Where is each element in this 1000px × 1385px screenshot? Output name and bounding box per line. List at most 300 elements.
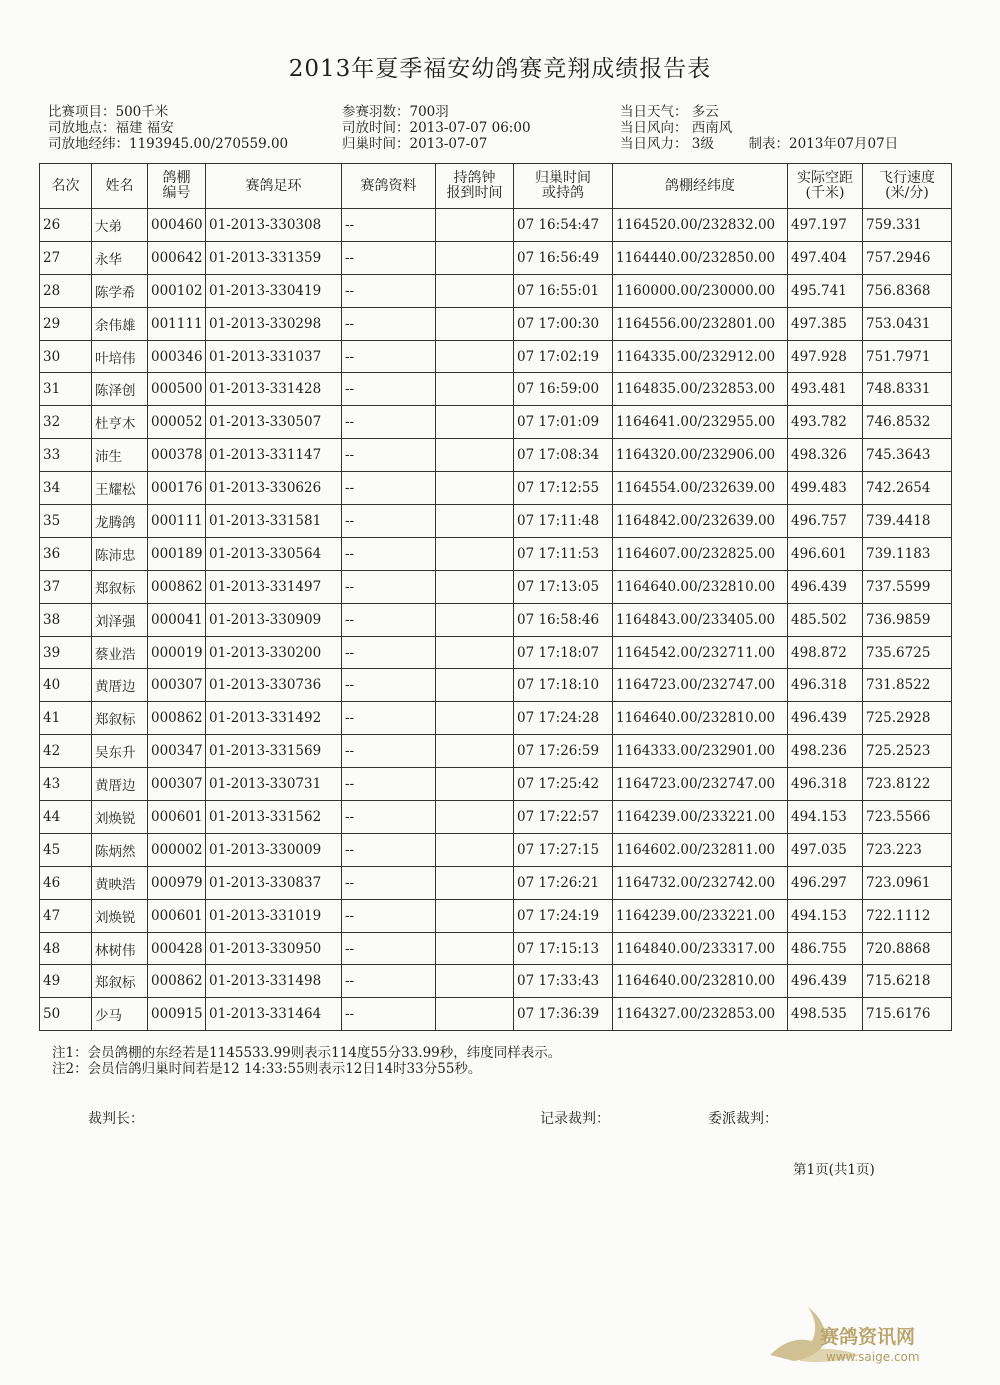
cell-arrival: 07 17:01:09 <box>514 406 613 439</box>
cell-speed: 742.2654 <box>863 472 952 505</box>
cell-rank: 39 <box>40 636 92 669</box>
table-row <box>40 768 952 801</box>
cell-distance: 496.318 <box>788 768 863 801</box>
cell-speed: 739.4418 <box>863 505 952 538</box>
cell-loft-no: 000979 <box>148 866 206 899</box>
cell-rank: 50 <box>40 998 92 1031</box>
cell-name: 黄厝边 <box>92 669 148 702</box>
header-rank: 名次 <box>40 164 92 209</box>
cell-coords: 1164556.00/232801.00 <box>613 307 788 340</box>
table-row <box>40 899 952 932</box>
cell-info: -- <box>342 241 436 274</box>
cell-ring: 01-2013-331498 <box>206 965 342 998</box>
cell-coords: 1164520.00/232832.00 <box>613 209 788 242</box>
cell-clock <box>436 340 514 373</box>
cell-ring: 01-2013-331359 <box>206 241 342 274</box>
meta-right <box>620 104 898 152</box>
header-name: 姓名 <box>92 164 148 209</box>
cell-speed: 715.6218 <box>863 965 952 998</box>
cell-speed: 739.1183 <box>863 537 952 570</box>
cell-loft-no: 000052 <box>148 406 206 439</box>
cell-arrival: 07 17:02:19 <box>514 340 613 373</box>
table-row <box>40 603 952 636</box>
cell-distance: 497.404 <box>788 241 863 274</box>
cell-coords: 1164327.00/232853.00 <box>613 998 788 1031</box>
meta-release-coords: 司放地经纬：1193945.00/270559.00 <box>48 136 289 152</box>
cell-info: -- <box>342 340 436 373</box>
cell-name: 叶培伟 <box>92 340 148 373</box>
cell-loft-no: 000041 <box>148 603 206 636</box>
cell-arrival: 07 17:26:59 <box>514 735 613 768</box>
cell-name: 王耀松 <box>92 472 148 505</box>
cell-distance: 493.481 <box>788 373 863 406</box>
cell-clock <box>436 833 514 866</box>
cell-loft-no: 000862 <box>148 570 206 603</box>
cell-coords: 1164333.00/232901.00 <box>613 735 788 768</box>
cell-rank: 31 <box>40 373 92 406</box>
cell-distance: 497.385 <box>788 307 863 340</box>
cell-clock <box>436 932 514 965</box>
signature-recorder: 记录裁判： <box>540 1111 610 1127</box>
cell-loft-no: 000601 <box>148 899 206 932</box>
cell-rank: 29 <box>40 307 92 340</box>
meta-middle <box>342 104 531 152</box>
cell-name: 黄厝边 <box>92 768 148 801</box>
cell-coords: 1164723.00/232747.00 <box>613 768 788 801</box>
cell-distance: 496.439 <box>788 570 863 603</box>
cell-clock <box>436 439 514 472</box>
cell-clock <box>436 406 514 439</box>
header-ring: 赛鸽足环 <box>206 164 342 209</box>
cell-coords: 1160000.00/230000.00 <box>613 274 788 307</box>
note-2: 注2：会员信鸽归巢时间若是12 14:33:55则表示12日14时33分55秒。 <box>52 1061 482 1077</box>
cell-loft-no: 000176 <box>148 472 206 505</box>
cell-ring: 01-2013-330736 <box>206 669 342 702</box>
meta-entries: 参赛羽数：700羽 <box>342 104 449 120</box>
cell-clock <box>436 307 514 340</box>
cell-arrival: 07 17:11:48 <box>514 505 613 538</box>
cell-clock <box>436 735 514 768</box>
cell-arrival: 07 17:00:30 <box>514 307 613 340</box>
cell-loft-no: 000002 <box>148 833 206 866</box>
cell-rank: 32 <box>40 406 92 439</box>
cell-distance: 498.872 <box>788 636 863 669</box>
cell-ring: 01-2013-330308 <box>206 209 342 242</box>
cell-ring: 01-2013-331037 <box>206 340 342 373</box>
cell-loft-no: 000862 <box>148 965 206 998</box>
table-row <box>40 932 952 965</box>
cell-rank: 33 <box>40 439 92 472</box>
cell-clock <box>436 768 514 801</box>
results-table <box>39 163 952 1031</box>
cell-rank: 44 <box>40 801 92 834</box>
table-row <box>40 735 952 768</box>
table-row <box>40 505 952 538</box>
cell-name: 郑叙标 <box>92 965 148 998</box>
cell-name: 陈沛忠 <box>92 537 148 570</box>
header-coords: 鸽棚经纬度 <box>613 164 788 209</box>
table-row <box>40 340 952 373</box>
cell-clock <box>436 570 514 603</box>
cell-info: -- <box>342 406 436 439</box>
cell-coords: 1164641.00/232955.00 <box>613 406 788 439</box>
cell-ring: 01-2013-330419 <box>206 274 342 307</box>
table-row <box>40 998 952 1031</box>
cell-rank: 34 <box>40 472 92 505</box>
cell-name: 黄映浩 <box>92 866 148 899</box>
cell-speed: 756.8368 <box>863 274 952 307</box>
cell-arrival: 07 17:27:15 <box>514 833 613 866</box>
cell-info: -- <box>342 833 436 866</box>
cell-speed: 723.0961 <box>863 866 952 899</box>
cell-distance: 495.741 <box>788 274 863 307</box>
signature-chief: 裁判长： <box>88 1111 144 1127</box>
cell-distance: 497.035 <box>788 833 863 866</box>
cell-ring: 01-2013-331147 <box>206 439 342 472</box>
meta-return-time: 归巢时间：2013-07-07 <box>342 136 488 152</box>
cell-rank: 45 <box>40 833 92 866</box>
cell-name: 沛生 <box>92 439 148 472</box>
watermark-text: 赛鸽资讯网 <box>820 1326 916 1348</box>
cell-clock <box>436 899 514 932</box>
table-row <box>40 669 952 702</box>
cell-distance: 496.297 <box>788 866 863 899</box>
cell-coords: 1164239.00/233221.00 <box>613 801 788 834</box>
cell-loft-no: 000307 <box>148 768 206 801</box>
cell-distance: 494.153 <box>788 801 863 834</box>
meta-left <box>48 104 288 152</box>
cell-name: 刘泽强 <box>92 603 148 636</box>
meta-made-on: 制表：2013年07月07日 <box>748 136 899 152</box>
cell-clock <box>436 373 514 406</box>
cell-loft-no: 000428 <box>148 932 206 965</box>
cell-coords: 1164335.00/232912.00 <box>613 340 788 373</box>
cell-arrival: 07 16:55:01 <box>514 274 613 307</box>
cell-speed: 751.7971 <box>863 340 952 373</box>
cell-ring: 01-2013-330298 <box>206 307 342 340</box>
table-row <box>40 406 952 439</box>
cell-info: -- <box>342 801 436 834</box>
cell-info: -- <box>342 209 436 242</box>
cell-distance: 498.535 <box>788 998 863 1031</box>
cell-info: -- <box>342 472 436 505</box>
header-speed: 飞行速度 (米/分) <box>863 164 952 209</box>
cell-speed: 759.331 <box>863 209 952 242</box>
cell-info: -- <box>342 570 436 603</box>
cell-coords: 1164842.00/232639.00 <box>613 505 788 538</box>
cell-coords: 1164320.00/232906.00 <box>613 439 788 472</box>
cell-speed: 745.3643 <box>863 439 952 472</box>
cell-clock <box>436 965 514 998</box>
cell-distance: 497.928 <box>788 340 863 373</box>
cell-speed: 722.1112 <box>863 899 952 932</box>
table-row <box>40 833 952 866</box>
cell-name: 刘焕锐 <box>92 801 148 834</box>
cell-coords: 1164843.00/233405.00 <box>613 603 788 636</box>
cell-arrival: 07 17:22:57 <box>514 801 613 834</box>
cell-clock <box>436 241 514 274</box>
cell-ring: 01-2013-331428 <box>206 373 342 406</box>
cell-loft-no: 000111 <box>148 505 206 538</box>
cell-info: -- <box>342 505 436 538</box>
meta-wind-force: 当日风力： 3级 <box>620 136 714 152</box>
cell-loft-no: 000189 <box>148 537 206 570</box>
header-info: 赛鸽资料 <box>342 164 436 209</box>
cell-arrival: 07 17:18:10 <box>514 669 613 702</box>
cell-distance: 496.757 <box>788 505 863 538</box>
cell-loft-no: 000500 <box>148 373 206 406</box>
cell-speed: 720.8868 <box>863 932 952 965</box>
meta-weather: 当日天气： 多云 <box>620 104 719 120</box>
cell-speed: 753.0431 <box>863 307 952 340</box>
table-row <box>40 274 952 307</box>
cell-name: 大弟 <box>92 209 148 242</box>
table-row <box>40 965 952 998</box>
cell-loft-no: 000019 <box>148 636 206 669</box>
cell-name: 陈学希 <box>92 274 148 307</box>
cell-arrival: 07 17:12:55 <box>514 472 613 505</box>
cell-clock <box>436 472 514 505</box>
cell-name: 余伟雄 <box>92 307 148 340</box>
cell-clock <box>436 274 514 307</box>
table-row <box>40 636 952 669</box>
cell-rank: 27 <box>40 241 92 274</box>
cell-ring: 01-2013-331581 <box>206 505 342 538</box>
page-number: 第1页(共1页) <box>793 1162 875 1178</box>
table-row <box>40 570 952 603</box>
header-loft-no: 鸽棚 编号 <box>148 164 206 209</box>
cell-name: 龙腾鸽 <box>92 505 148 538</box>
cell-speed: 723.8122 <box>863 768 952 801</box>
table-row <box>40 801 952 834</box>
cell-info: -- <box>342 603 436 636</box>
cell-rank: 43 <box>40 768 92 801</box>
cell-clock <box>436 505 514 538</box>
cell-coords: 1164640.00/232810.00 <box>613 965 788 998</box>
cell-arrival: 07 17:36:39 <box>514 998 613 1031</box>
cell-arrival: 07 17:08:34 <box>514 439 613 472</box>
cell-coords: 1164554.00/232639.00 <box>613 472 788 505</box>
cell-info: -- <box>342 537 436 570</box>
cell-loft-no: 000862 <box>148 702 206 735</box>
cell-speed: 746.8532 <box>863 406 952 439</box>
table-row <box>40 241 952 274</box>
note-1: 注1：会员鸽棚的东经若是1145533.99则表示114度55分33.99秒，纬度同样表示。 <box>52 1045 562 1061</box>
cell-coords: 1164602.00/232811.00 <box>613 833 788 866</box>
cell-info: -- <box>342 998 436 1031</box>
cell-ring: 01-2013-330564 <box>206 537 342 570</box>
cell-coords: 1164835.00/232853.00 <box>613 373 788 406</box>
cell-name: 刘焕锐 <box>92 899 148 932</box>
cell-arrival: 07 17:33:43 <box>514 965 613 998</box>
cell-name: 永华 <box>92 241 148 274</box>
cell-arrival: 07 17:15:13 <box>514 932 613 965</box>
cell-speed: 737.5599 <box>863 570 952 603</box>
cell-name: 郑叙标 <box>92 570 148 603</box>
meta-wind-direction: 当日风向： 西南风 <box>620 120 733 136</box>
cell-clock <box>436 669 514 702</box>
cell-arrival: 07 17:26:21 <box>514 866 613 899</box>
table-row <box>40 866 952 899</box>
cell-coords: 1164239.00/233221.00 <box>613 899 788 932</box>
cell-arrival: 07 16:56:49 <box>514 241 613 274</box>
cell-speed: 725.2928 <box>863 702 952 735</box>
watermark-url: www.saige.com <box>826 1350 920 1364</box>
cell-rank: 42 <box>40 735 92 768</box>
table-row <box>40 472 952 505</box>
cell-info: -- <box>342 735 436 768</box>
cell-clock <box>436 603 514 636</box>
cell-distance: 498.326 <box>788 439 863 472</box>
cell-name: 陈炳然 <box>92 833 148 866</box>
cell-speed: 735.6725 <box>863 636 952 669</box>
cell-ring: 01-2013-330837 <box>206 866 342 899</box>
cell-ring: 01-2013-330909 <box>206 603 342 636</box>
cell-distance: 493.782 <box>788 406 863 439</box>
cell-arrival: 07 17:18:07 <box>514 636 613 669</box>
cell-clock <box>436 801 514 834</box>
cell-info: -- <box>342 636 436 669</box>
cell-coords: 1164840.00/233317.00 <box>613 932 788 965</box>
cell-loft-no: 001111 <box>148 307 206 340</box>
cell-coords: 1164440.00/232850.00 <box>613 241 788 274</box>
cell-rank: 26 <box>40 209 92 242</box>
cell-clock <box>436 537 514 570</box>
cell-loft-no: 000307 <box>148 669 206 702</box>
cell-rank: 30 <box>40 340 92 373</box>
cell-distance: 496.439 <box>788 702 863 735</box>
cell-name: 吴东升 <box>92 735 148 768</box>
header-distance: 实际空距 (千米) <box>788 164 863 209</box>
cell-loft-no: 000347 <box>148 735 206 768</box>
table-row <box>40 209 952 242</box>
table-row <box>40 537 952 570</box>
cell-ring: 01-2013-331464 <box>206 998 342 1031</box>
cell-info: -- <box>342 439 436 472</box>
header-arrival: 归巢时间 或持鸽 <box>514 164 613 209</box>
cell-rank: 40 <box>40 669 92 702</box>
cell-speed: 723.5566 <box>863 801 952 834</box>
cell-ring: 01-2013-330200 <box>206 636 342 669</box>
cell-info: -- <box>342 373 436 406</box>
cell-ring: 01-2013-331569 <box>206 735 342 768</box>
cell-loft-no: 000346 <box>148 340 206 373</box>
cell-name: 林树伟 <box>92 932 148 965</box>
cell-distance: 499.483 <box>788 472 863 505</box>
cell-rank: 38 <box>40 603 92 636</box>
cell-arrival: 07 16:54:47 <box>514 209 613 242</box>
cell-arrival: 07 16:58:46 <box>514 603 613 636</box>
cell-speed: 736.9859 <box>863 603 952 636</box>
table-row <box>40 439 952 472</box>
cell-speed: 748.8331 <box>863 373 952 406</box>
cell-rank: 41 <box>40 702 92 735</box>
cell-rank: 48 <box>40 932 92 965</box>
cell-ring: 01-2013-331497 <box>206 570 342 603</box>
cell-info: -- <box>342 965 436 998</box>
cell-info: -- <box>342 274 436 307</box>
cell-clock <box>436 866 514 899</box>
meta-release-place: 司放地点：福建 福安 <box>48 120 174 136</box>
cell-coords: 1164732.00/232742.00 <box>613 866 788 899</box>
cell-arrival: 07 17:13:05 <box>514 570 613 603</box>
cell-info: -- <box>342 932 436 965</box>
cell-name: 少马 <box>92 998 148 1031</box>
table-header-row <box>40 164 952 209</box>
cell-info: -- <box>342 768 436 801</box>
cell-loft-no: 000378 <box>148 439 206 472</box>
cell-info: -- <box>342 702 436 735</box>
cell-distance: 494.153 <box>788 899 863 932</box>
cell-ring: 01-2013-330626 <box>206 472 342 505</box>
cell-ring: 01-2013-330950 <box>206 932 342 965</box>
cell-arrival: 07 17:24:19 <box>514 899 613 932</box>
cell-clock <box>436 998 514 1031</box>
meta-project: 比赛项目：500千米 <box>48 104 169 120</box>
cell-ring: 01-2013-331562 <box>206 801 342 834</box>
cell-info: -- <box>342 899 436 932</box>
cell-ring: 01-2013-331492 <box>206 702 342 735</box>
cell-distance: 497.197 <box>788 209 863 242</box>
cell-ring: 01-2013-330507 <box>206 406 342 439</box>
report-title: 2013年夏季福安幼鸽赛竞翔成绩报告表 <box>288 56 712 82</box>
cell-rank: 35 <box>40 505 92 538</box>
cell-arrival: 07 17:25:42 <box>514 768 613 801</box>
cell-name: 陈泽创 <box>92 373 148 406</box>
cell-speed: 725.2523 <box>863 735 952 768</box>
cell-rank: 37 <box>40 570 92 603</box>
cell-info: -- <box>342 669 436 702</box>
cell-distance: 496.439 <box>788 965 863 998</box>
cell-rank: 36 <box>40 537 92 570</box>
cell-distance: 485.502 <box>788 603 863 636</box>
cell-loft-no: 000642 <box>148 241 206 274</box>
cell-arrival: 07 16:59:00 <box>514 373 613 406</box>
cell-info: -- <box>342 307 436 340</box>
cell-arrival: 07 17:11:53 <box>514 537 613 570</box>
cell-name: 蔡业浩 <box>92 636 148 669</box>
cell-ring: 01-2013-331019 <box>206 899 342 932</box>
cell-coords: 1164723.00/232747.00 <box>613 669 788 702</box>
cell-rank: 46 <box>40 866 92 899</box>
cell-ring: 01-2013-330731 <box>206 768 342 801</box>
cell-rank: 47 <box>40 899 92 932</box>
cell-arrival: 07 17:24:28 <box>514 702 613 735</box>
cell-distance: 486.755 <box>788 932 863 965</box>
header-clock: 持鸽钟 报到时间 <box>436 164 514 209</box>
cell-name: 郑叙标 <box>92 702 148 735</box>
cell-coords: 1164640.00/232810.00 <box>613 570 788 603</box>
cell-loft-no: 000601 <box>148 801 206 834</box>
table-row <box>40 373 952 406</box>
cell-speed: 757.2946 <box>863 241 952 274</box>
cell-clock <box>436 209 514 242</box>
cell-rank: 49 <box>40 965 92 998</box>
cell-ring: 01-2013-330009 <box>206 833 342 866</box>
cell-loft-no: 000915 <box>148 998 206 1031</box>
cell-clock <box>436 702 514 735</box>
footnotes <box>52 1045 561 1077</box>
meta-release-time: 司放时间：2013-07-07 06:00 <box>342 120 531 136</box>
cell-coords: 1164607.00/232825.00 <box>613 537 788 570</box>
cell-distance: 498.236 <box>788 735 863 768</box>
cell-distance: 496.318 <box>788 669 863 702</box>
cell-distance: 496.601 <box>788 537 863 570</box>
table-row <box>40 307 952 340</box>
cell-coords: 1164640.00/232810.00 <box>613 702 788 735</box>
cell-rank: 28 <box>40 274 92 307</box>
cell-speed: 715.6176 <box>863 998 952 1031</box>
